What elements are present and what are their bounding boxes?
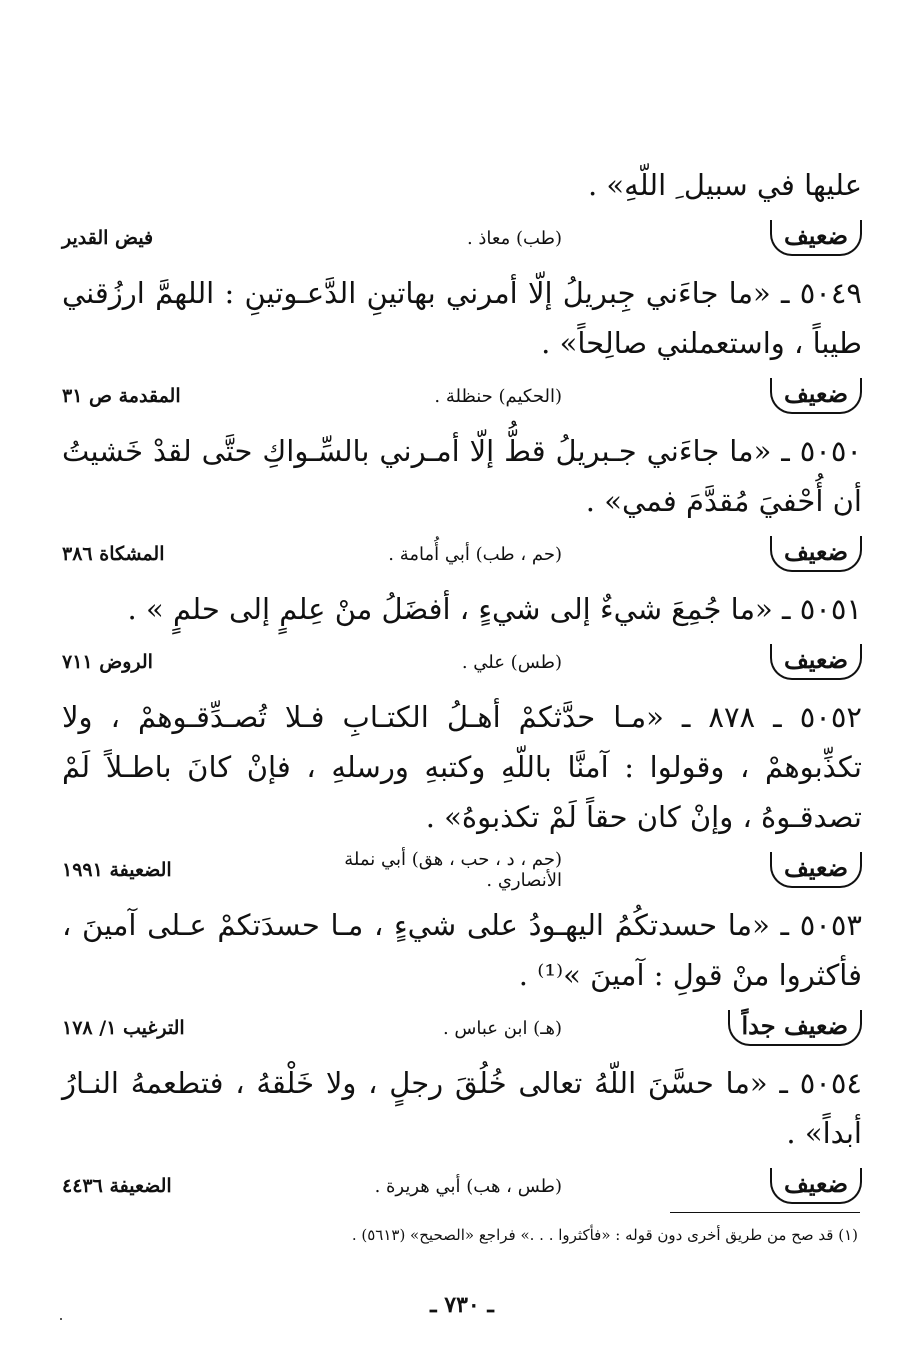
hadith-text: ٥٠٥١ ـ «ما جُمِعَ شيءٌ إلى شيءٍ ، أفضَلُ منْ عِلمٍ إلى حلمٍ » . [127,592,862,626]
hadith-meta [62,1162,862,1210]
footnote: (١) قد صح من طريق أخرى دون قوله : «فأكثروا . . .» فراجع «الصحيح» (٥٦١٣) . [351,1226,858,1244]
grade-label: ضعيف [652,378,862,414]
reference-label: الترغيب ١/ ١٧٨ [62,1017,185,1039]
hadith-text: ٥٠٥٣ ـ «ما حسدتكُمُ اليهـودُ على شيءٍ ، مـا حسدَتكمْ عـلى آمينَ ، فأكثروا منْ قولِ : آمينَ »⁽¹⁾ . [62,908,862,992]
grade-label: ضعيف [652,852,862,888]
grade-label: ضعيف [652,1168,862,1204]
grade-label: ضعيف [652,536,862,572]
hadith-meta [62,214,862,262]
hadith-meta [62,372,862,420]
hadith-meta [62,1004,862,1052]
grade-label: ضعيف [652,644,862,680]
hadith-meta [62,638,862,686]
source-label: (طس) علي . [461,651,562,673]
source-label: (هـ) ابن عباس . [442,1017,562,1039]
hadith-text: ٥٠٤٩ ـ «ما جاءَني جِبريلُ إلّا أمرني بهاتينِ الدَّعـوتينِ : اللهمَّ ارزُقني طيباً ، واستعملني صالِحاً» . [62,276,862,360]
grade-label: ضعيف جداً [652,1010,862,1046]
footnote-separator [670,1212,860,1213]
reference-label: المقدمة ص ٣١ [62,385,181,407]
page-number: ـ ٧٣٠ ـ [430,1292,494,1318]
reference-label: المشكاة ٣٨٦ [62,543,165,565]
source-label: (حم ، د ، حب ، هق) أبي نملة الأنصاري . [344,849,562,891]
source-label: (طس ، هب) أبي هريرة . [374,1175,562,1197]
hadith-meta [62,846,862,894]
source-label: (طب) معاذ . [466,227,562,249]
hadith-text: عليها في سبيل ِ اللّهِ» . [587,168,862,202]
source-label: (الحكيم) حنظلة . [434,385,562,407]
hadith-text: ٥٠٥٠ ـ «ما جاءَني جـبريلُ قطُّ إلّا أمـرني بالسِّـواكِ حتَّى لقدْ خَشيتُ أن أُحْفيَ مُقدَّمَ فمي» . [62,434,862,518]
hadith-text: ٥٠٥٢ ـ ٨٧٨ ـ «مـا حدَّثكمْ أهـلُ الكتـابِ فـلا تُصـدِّقـوهمْ ، ولا تكذِّبوهمْ ، وقولوا : آمنَّا باللّهِ وكتبهِ ورسلهِ ، فإنْ كانَ باطـلاً لَمْ تصدقـوهُ ، وإنْ كان حقاً لَمْ تكذبوهُ» . [62,700,862,834]
reference-label: فيض القدير [62,227,154,249]
reference-label: الضعيفة ٤٤٣٦ [62,1175,172,1197]
hadith-text: ٥٠٥٤ ـ «ما حسَّنَ اللّهُ تعالى خُلُقَ رجلٍ ، ولا خَلْقهُ ، فتطعمهُ النـارُ أبداً» . [62,1066,862,1150]
grade-label: ضعيف [652,220,862,256]
scan-speck [60,1318,62,1320]
reference-label: الروض ٧١١ [62,651,153,673]
source-label: (حم ، طب) أبي أُمامة . [388,543,562,565]
hadith-meta [62,530,862,578]
reference-label: الضعيفة ١٩٩١ [62,859,172,881]
